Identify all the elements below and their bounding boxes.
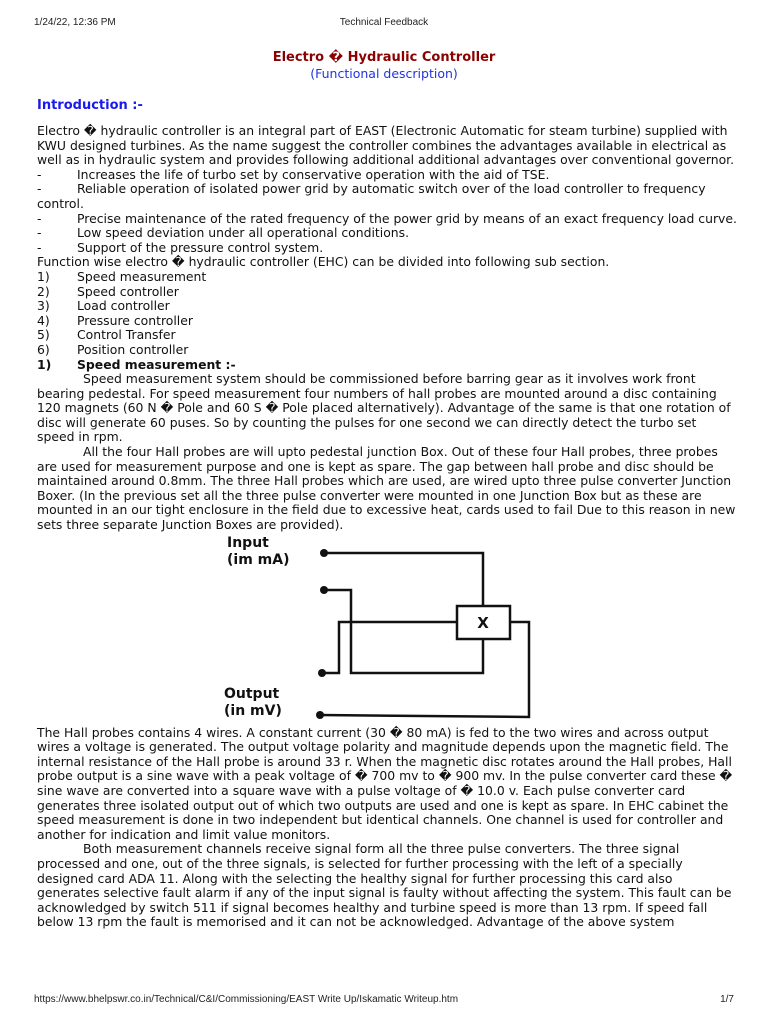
dash-bullet: - bbox=[37, 225, 42, 241]
document-subtitle: (Functional description) bbox=[310, 66, 458, 81]
advantage-item: - Increases the life of turbo set by conservative operation with the aid of TSE. bbox=[37, 166, 550, 182]
subsection-intro: Function wise electro � hydraulic controller (EHC) can be divided into following sub section. bbox=[37, 254, 610, 270]
subsection-item: 5) Control Transfer bbox=[37, 327, 176, 343]
diagram-input-label: Input bbox=[227, 534, 269, 551]
dash-bullet: - bbox=[37, 166, 42, 182]
print-datetime: 1/24/22, 12:36 PM bbox=[34, 17, 116, 28]
subsection-item: 3) Load controller bbox=[37, 298, 170, 314]
speed-measurement-paragraph-3: The Hall probes contains 4 wires. A constant current (30 � 80 mA) is fed to the two wires and across output wires a voltage is generated. The output voltage polarity and magnitude depends upon the magnetic field. The internal resistance of the Hall probe is around 33 r. When the magnetic disc rotates around the Hall probes, Hall probe output is a sine wave with a peak voltage of � 700 mv to � 900 mv. In the pulse converter card these � sine wave are converted into a square wave with a pulse voltage of � 10.0 v. Each pulse converter card generates three isolated output out of which two outputs are used and one is kept as spare. In EHC cabinet the speed measurement is done in two independent but identical channels. One channel is used for controller and another for indication and limit value monitors. bbox=[37, 724, 733, 842]
advantage-item: - Precise maintenance of the rated frequency of the power grid by means of an exact frequency load curve. bbox=[37, 210, 737, 226]
speed-measurement-paragraph-1: Speed measurement system should be commissioned before barring gear as it involves work front bearing pedestal. For speed measurement four numbers of hall probes are mounted around a disc containing 120 magnets (60 N � Pole and 60 S � Pole placed alternatively). Advantage of the same is that one rotation of disc will generate 60 puses. So by counting the pulses for one second we can directly detect the turbo set speed in rpm. bbox=[37, 371, 731, 445]
section-heading-speed-measurement: 1) Speed measurement :- bbox=[37, 356, 236, 372]
advantage-item: - Reliable operation of isolated power grid by automatic switch over of the load controller to frequency control. bbox=[37, 181, 706, 211]
dash-bullet: - bbox=[37, 210, 42, 226]
title-block bbox=[0, 50, 768, 82]
subsection-item: 4) Pressure controller bbox=[37, 312, 193, 328]
hall-probe-diagram bbox=[37, 533, 737, 726]
print-page-title: Technical Feedback bbox=[339, 17, 429, 28]
diagram-input-unit-label: (im mA) bbox=[227, 551, 290, 568]
document-title: Electro � Hydraulic Controller bbox=[272, 50, 496, 65]
advantage-item: - Support of the pressure control system. bbox=[37, 239, 324, 255]
advantage-item: - Low speed deviation under all operational conditions. bbox=[37, 225, 410, 241]
document-body bbox=[37, 98, 737, 930]
speed-measurement-paragraph-4: Both measurement channels receive signal form all the three pulse converters. The three signal processed and one, out of the three signals, is selected for further processing with the left of a specially designed card ADA 11. Along with the selecting the healthy signal for further processing this card also generates selective fault alarm if any of the input signal is faulty without affecting the system. This fault can be acknowledged by switch 511 if signal becomes healthy and turbine speed is more than 13 rpm. If speed fall below 13 rpm the fault is memorised and it can not be acknowledged. Advantage of the above system bbox=[37, 841, 732, 930]
dash-bullet: - bbox=[37, 181, 42, 197]
subsection-list bbox=[37, 270, 737, 358]
print-page-number: 1/7 bbox=[720, 994, 734, 1005]
multiplier-box-label: X bbox=[477, 613, 489, 632]
diagram-output-unit-label: (in mV) bbox=[224, 702, 282, 719]
subsection-item: 2) Speed controller bbox=[37, 283, 179, 299]
advantages-list bbox=[37, 168, 737, 256]
print-url: https://www.bhelpswr.co.in/Technical/C&I/Commissioning/EAST Write Up/Iskamatic Writeup.htm bbox=[34, 994, 459, 1005]
subsection-item: 1) Speed measurement bbox=[37, 268, 207, 284]
subsection-item: 6) Position controller bbox=[37, 341, 189, 357]
terminal-dots bbox=[316, 549, 328, 719]
diagram-output-label: Output bbox=[224, 685, 280, 702]
dash-bullet: - bbox=[37, 239, 42, 255]
introduction-heading: Introduction :- bbox=[37, 98, 143, 113]
intro-paragraph: Electro � hydraulic controller is an integral part of EAST (Electronic Automatic for steam turbine) supplied with KWU designed turbines. As the name suggest the controller combines the advantages available in electrical as well as in hydraulic system and provides following additional additional advantages over conventional governor. bbox=[37, 123, 735, 168]
hall-probe-wiring-svg bbox=[37, 533, 737, 726]
speed-measurement-paragraph-2: All the four Hall probes are will upto pedestal junction Box. Out of these four Hall probes, three probes are used for measurement purpose and one is kept as spare. The gap between hall probe and disc should be maintained around 0.8mm. The three Hall probes which are used, are wired upto three pulse converter Junction Boxer. (In the previous set all the three pulse converter were mounted in one Junction Box but as these are mounted in an our tight enclosure in the field due to excessive heat, cards used to fail Due to this reason in new sets three separate Junction Boxes are provided). bbox=[37, 444, 736, 533]
